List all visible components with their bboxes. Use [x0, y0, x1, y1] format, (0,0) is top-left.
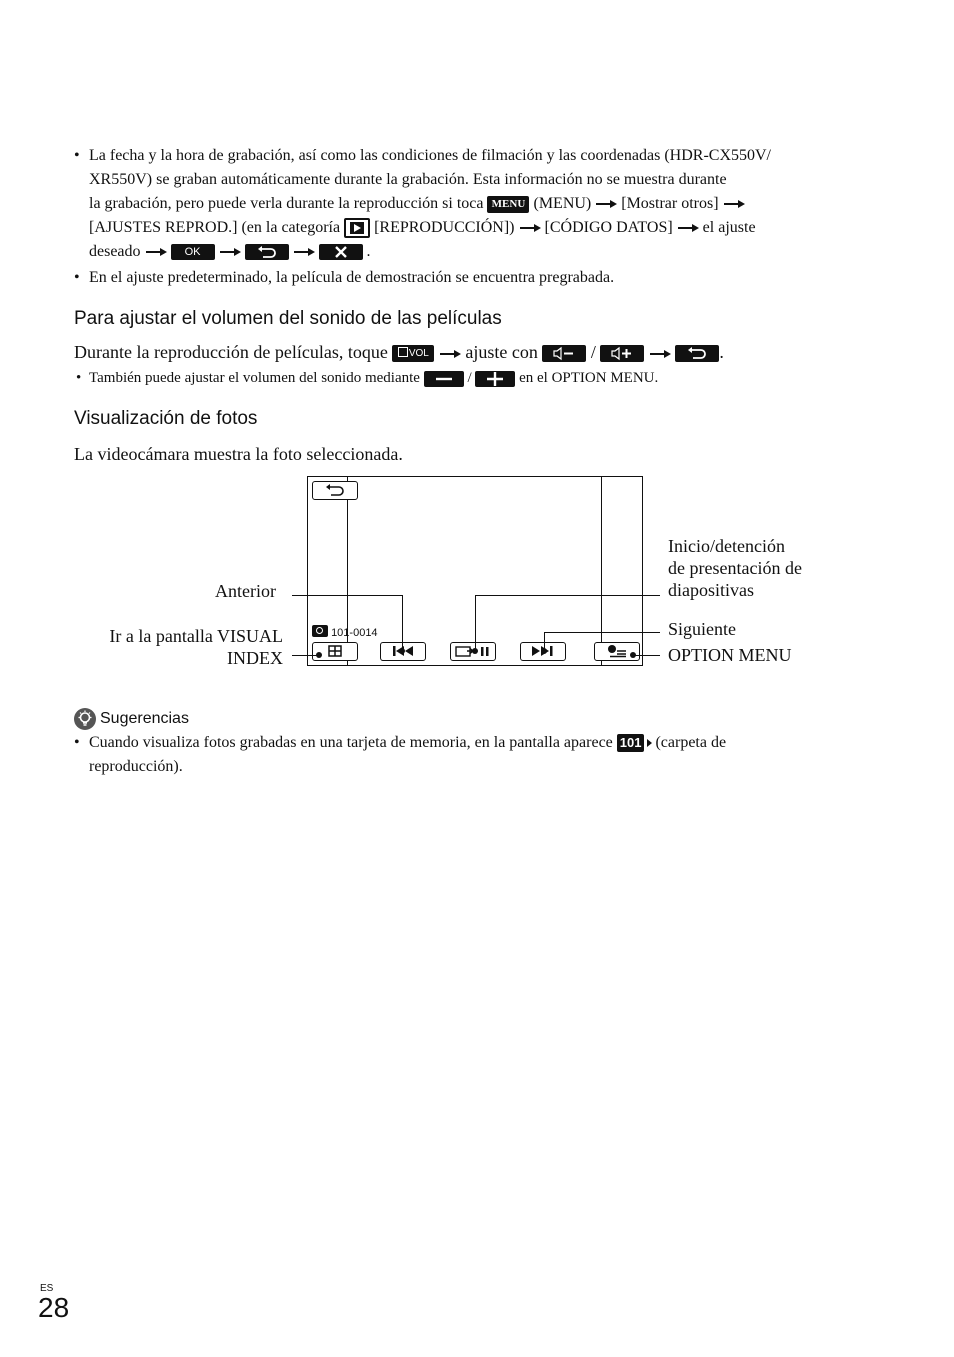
- section-heading: Para ajustar el volumen del sonido de las películas: [74, 308, 502, 329]
- bullet-dot: •: [74, 734, 80, 751]
- bullet-dot: •: [74, 147, 80, 164]
- return-icon: [245, 244, 289, 260]
- label-option-menu: OPTION MENU: [668, 645, 792, 665]
- arrow-icon: [723, 199, 745, 209]
- callout-line: [292, 655, 319, 656]
- language-code: ES: [40, 1283, 54, 1294]
- tips-text: Cuando visualiza fotos grabadas en una tarjeta de memoria, en la pantalla aparece 101 (carpeta de: [89, 734, 727, 751]
- return-icon: [313, 482, 357, 499]
- label-visual-index: Ir a la pantalla VISUAL INDEX: [109, 626, 283, 668]
- minus-icon: [424, 371, 464, 387]
- text-line: [AJUSTES REPROD.] (en la categoría [REPRODUCCIÓN]) [CÓDIGO DATOS] el ajuste: [89, 216, 756, 240]
- callout-line: [475, 595, 476, 650]
- callout-line: [633, 655, 660, 656]
- callout-line: [402, 595, 403, 650]
- arrow-icon: [219, 247, 241, 257]
- page-number: 28: [38, 1292, 70, 1323]
- menu-icon: MENU: [487, 196, 529, 213]
- folder-101-icon: 101: [617, 734, 645, 752]
- text-line: XR550V) se graban automáticamente durante la grabación. Esta información no se muestra durante: [89, 171, 727, 188]
- label-anterior: Anterior: [215, 581, 276, 601]
- tips-heading: Sugerencias: [74, 708, 189, 730]
- arrow-icon: [439, 349, 461, 359]
- text-line: deseado OK .: [89, 243, 371, 260]
- guide-line: [601, 477, 602, 665]
- file-number-label: 101-0014: [312, 625, 378, 641]
- callout-dot: [399, 648, 405, 654]
- callout-dot: [541, 648, 547, 654]
- close-icon: [319, 244, 363, 260]
- text-line: En el ajuste predeterminado, la película de demostración se encuentra pregrabada.: [89, 269, 615, 286]
- text-line: la grabación, pero puede verla durante la reproducción si toca MENU (MENU) [Mostrar otros]: [89, 192, 745, 216]
- volume-note: También puede ajustar el volumen del sonido mediante / en el OPTION MENU.: [89, 370, 659, 386]
- label-siguiente: Siguiente: [668, 619, 736, 639]
- arrow-icon: [145, 247, 167, 257]
- volume-up-icon: [600, 345, 644, 362]
- ok-button-icon: OK: [171, 244, 215, 260]
- callout-line: [544, 632, 660, 633]
- return-icon: [675, 345, 719, 362]
- callout-line: [292, 595, 403, 596]
- section-heading: Visualización de fotos: [74, 408, 258, 429]
- callout-dot: [472, 648, 478, 654]
- arrow-icon: [649, 349, 671, 359]
- arrow-icon: [677, 223, 699, 233]
- text-line: La fecha y la hora de grabación, así como las condiciones de filmación y las coordenadas (HDR-CX550V/: [89, 147, 771, 164]
- label-slideshow: Inicio/detención de presentación de diapositivas: [668, 536, 802, 600]
- camera-icon: [312, 625, 328, 637]
- bullet-dot: •: [74, 269, 80, 286]
- arrow-icon: [595, 199, 617, 209]
- triangle-right-icon: [647, 739, 652, 747]
- playback-category-icon: [344, 218, 370, 238]
- volume-instruction: Durante la reproducción de películas, toque VOL ajuste con / .: [74, 342, 724, 362]
- arrow-icon: [293, 247, 315, 257]
- callout-dot: [316, 652, 322, 658]
- return-button[interactable]: [312, 481, 358, 500]
- plus-icon: [475, 371, 515, 387]
- tips-text: reproducción).: [89, 758, 183, 775]
- volume-down-icon: [542, 345, 586, 362]
- callout-dot: [630, 652, 636, 658]
- callout-line: [475, 595, 660, 596]
- arrow-icon: [519, 223, 541, 233]
- photo-intro: La videocámara muestra la foto seleccionada.: [74, 444, 403, 464]
- lightbulb-icon: [74, 708, 96, 730]
- bullet-dot: •: [76, 370, 82, 386]
- volume-icon: VOL: [392, 345, 434, 362]
